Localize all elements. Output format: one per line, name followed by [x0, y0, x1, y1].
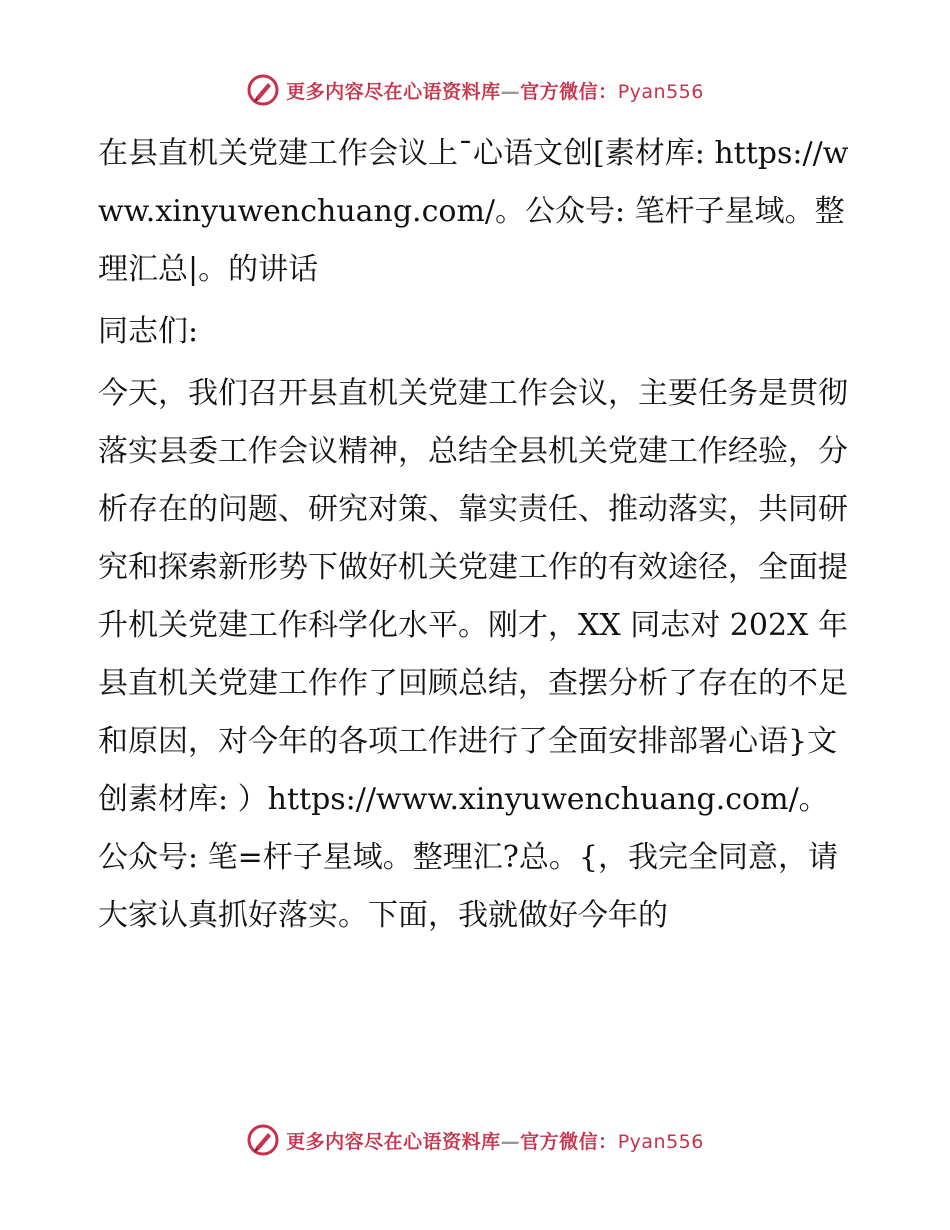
body-paragraph: 今天，我们召开县直机关党建工作会议，主要任务是贯彻落实县委工作会议精神，总结全县机关党建工作经验，分析存在的问题、研究对策、靠实责任、推动落实，共同研究和探索新形势下做好机关党建工作的有效途径，全面提升机关党建工作科学化水平。刚才，XX 同志对 202X 年县直机关党建工作作了回顾总结，查摆分析了存在的不足和原因，对今年的各项工作进行了全面安排部署心语}文创素材库: ）https://www.xinyuwenchuang.com/。公众号: 笔=杆子星域。整理汇?总。{，我完全同意，请大家认真抓好落实。下面，我就做好今年的 — [98, 376, 848, 933]
header-banner-text — [286, 77, 704, 104]
banner-main-text: 更多内容尽在心语资料库 — [286, 1130, 501, 1153]
banner-wechat-id: Pyan556 — [617, 1130, 704, 1153]
document-title: 在县直机关党建工作会议上¯心语文创[素材库: https://www.xinyuwenchuang.com/。公众号: 笔杆子星域。整理汇总|。的讲话 — [98, 136, 849, 287]
document-content — [98, 125, 850, 945]
pen-logo-icon — [246, 1123, 280, 1157]
banner-separator: — — [500, 80, 521, 103]
footer-watermark-banner — [0, 1120, 950, 1160]
banner-wechat-label: 官方微信： — [520, 1130, 618, 1153]
footer-banner-text — [286, 1127, 704, 1154]
salutation: 同志们: — [98, 314, 199, 349]
header-watermark-banner — [0, 70, 950, 110]
banner-separator: — — [500, 1130, 521, 1153]
banner-wechat-id: Pyan556 — [617, 80, 704, 103]
banner-main-text: 更多内容尽在心语资料库 — [286, 80, 501, 103]
banner-wechat-label: 官方微信： — [520, 80, 618, 103]
pen-logo-icon — [246, 73, 280, 107]
